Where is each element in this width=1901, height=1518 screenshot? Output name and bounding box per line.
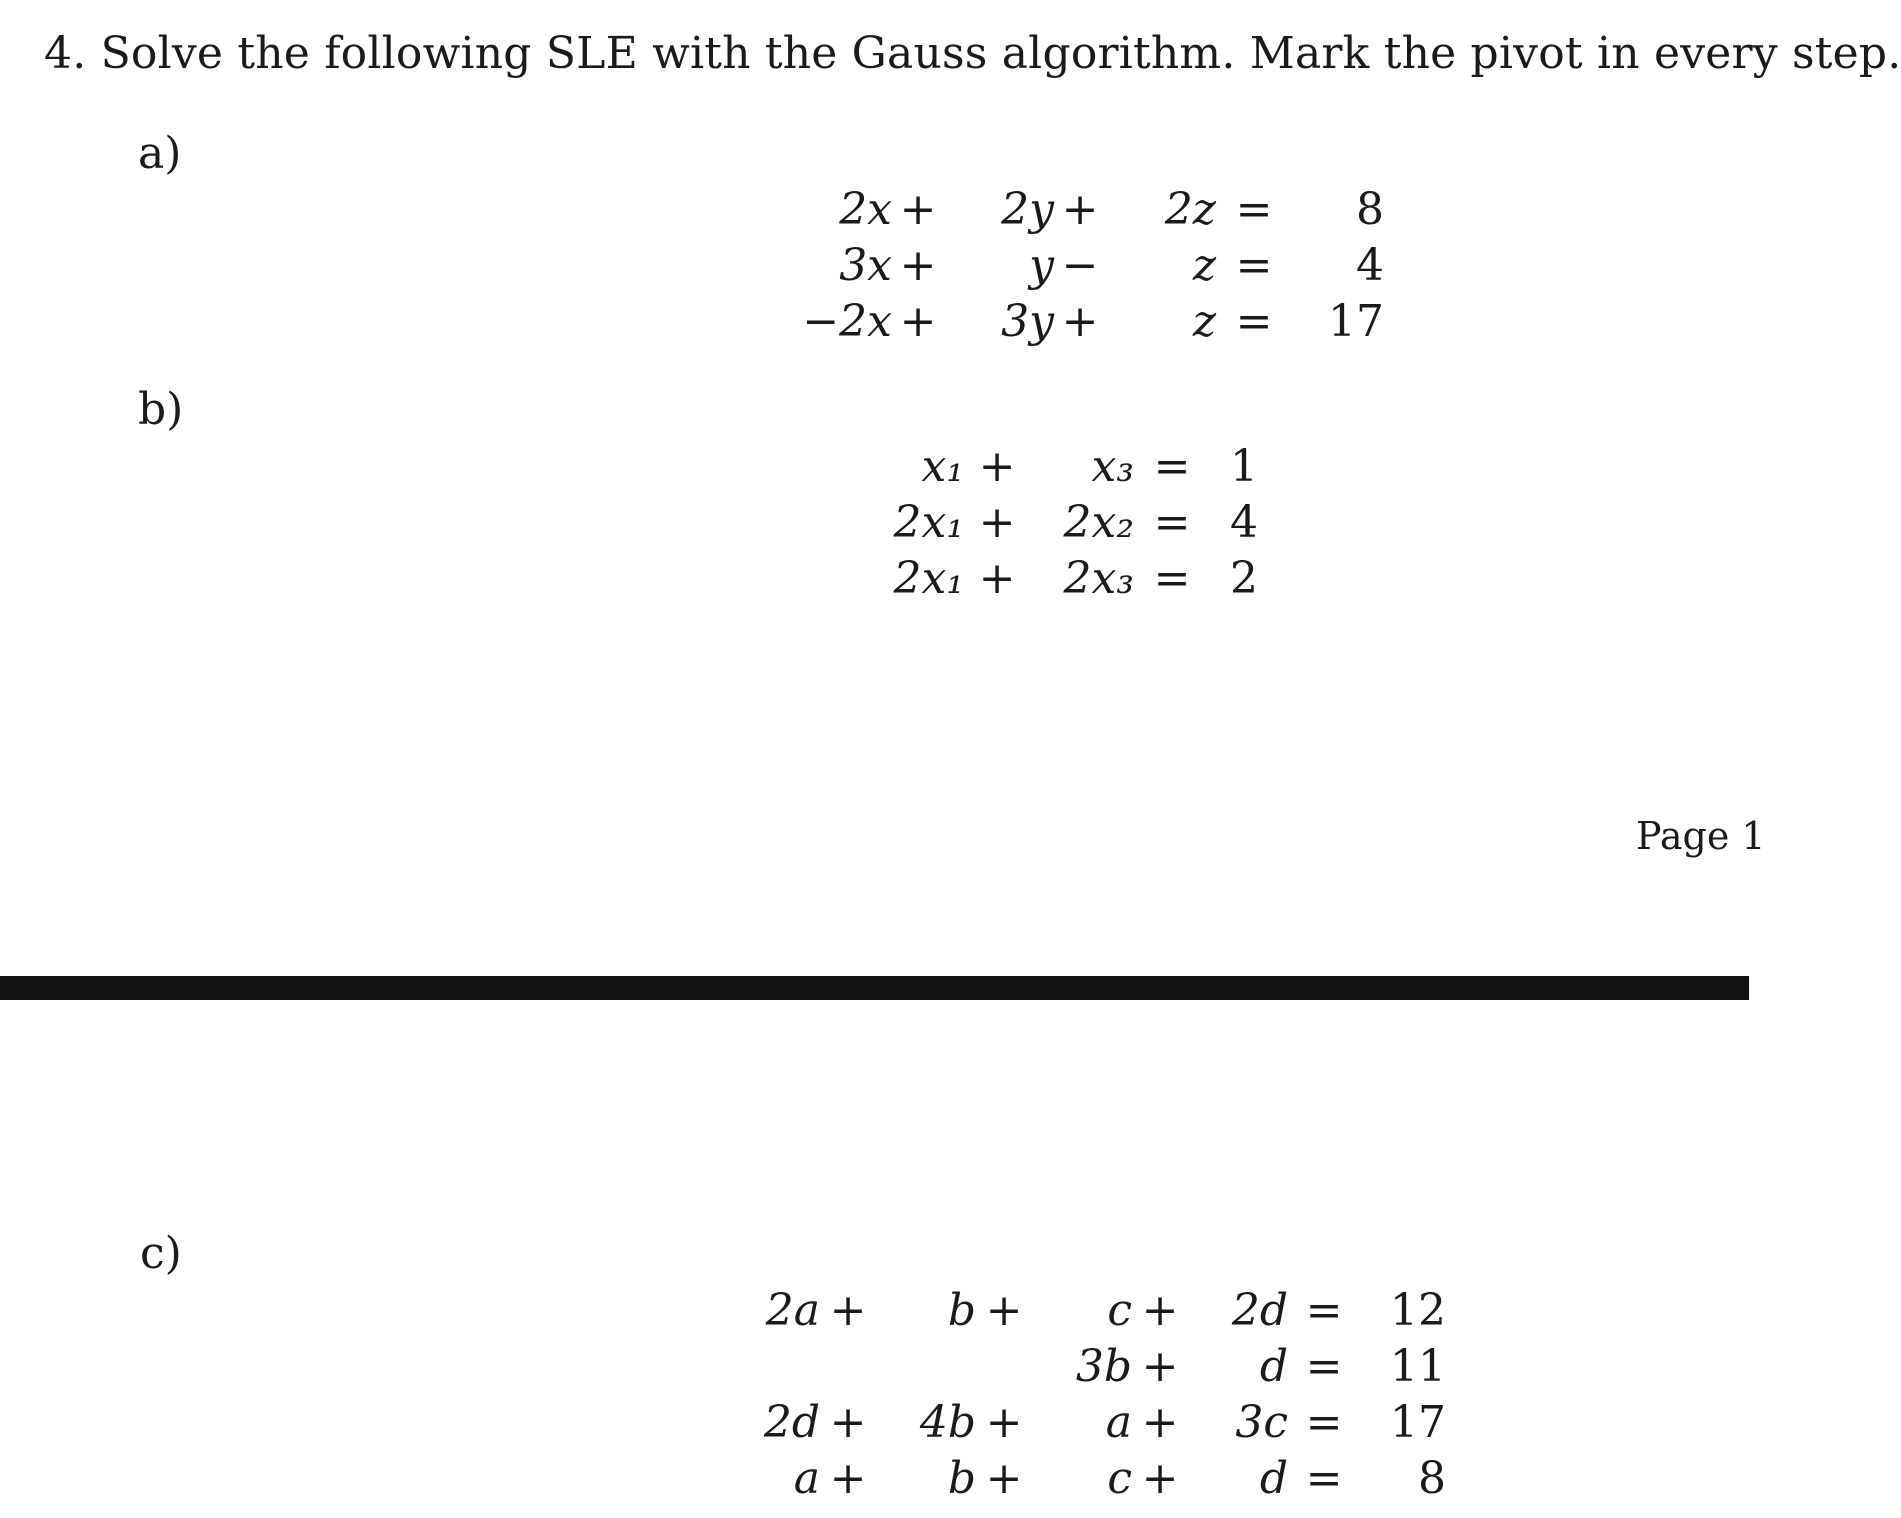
exercise-heading: 4. Solve the following SLE with the Gauss algorithm. Mark the pivot in every step. [44,28,1901,79]
right-hand-side: 2 [1230,553,1258,604]
operator: + [1141,1397,1179,1448]
right-hand-side: 4 [1356,240,1384,291]
operator: + [985,1285,1023,1336]
term-3: a [1105,1397,1132,1448]
term-y: 2y [1001,184,1054,235]
term-x1: x₁ [921,441,964,492]
operator: + [899,296,937,347]
term-x: 2x [839,184,892,235]
equation-row [720,1395,1446,1451]
term-x: 3x [839,240,892,291]
operator: + [1141,1285,1179,1336]
term-2: b [947,1453,976,1504]
right-hand-side: 17 [1390,1397,1446,1448]
term-1: 2a [765,1285,820,1336]
equation-row [782,238,1384,294]
operator: + [829,1397,867,1448]
operator: + [978,441,1016,492]
term-z: z [1192,296,1216,347]
term-second: 2x₂ [1063,497,1134,548]
right-hand-side: 8 [1418,1453,1446,1504]
equation-row [782,294,1384,350]
equation-row [860,551,1258,607]
equation-row [860,439,1258,495]
page-number: Page 1 [1636,814,1766,858]
operator: − [1061,240,1099,291]
page-divider [0,976,1749,1000]
equation-row [782,182,1384,238]
operator: + [829,1285,867,1336]
term-4: 2d [1231,1285,1288,1336]
right-hand-side: 1 [1230,441,1258,492]
operator: + [978,553,1016,604]
operator: + [1141,1341,1179,1392]
operator: + [1141,1453,1179,1504]
right-hand-side: 8 [1356,184,1384,235]
term-4: d [1259,1341,1288,1392]
right-hand-side: 17 [1328,296,1384,347]
equation-row [720,1339,1446,1395]
operator: + [1061,184,1099,235]
operator: + [899,184,937,235]
term-x: −2x [802,296,892,347]
term-2 [876,1339,976,1395]
right-hand-side: 4 [1230,497,1258,548]
equation-system-b [860,439,1258,607]
term-3: 3b [1075,1341,1132,1392]
operator [820,1339,876,1395]
term-x1: 2x₁ [893,497,964,548]
term-y: 3y [1001,296,1054,347]
term-3: c [1107,1285,1132,1336]
equation-row [860,495,1258,551]
equals-sign: = [1153,497,1191,548]
equals-sign: = [1305,1285,1343,1336]
term-z: 2z [1164,184,1216,235]
term-y: y [1029,240,1054,291]
equals-sign: = [1235,296,1273,347]
term-1 [720,1339,820,1395]
term-second: 2x₃ [1063,553,1134,604]
operator: + [978,497,1016,548]
operator: + [899,240,937,291]
operator: + [985,1397,1023,1448]
equation-row [720,1283,1446,1339]
right-hand-side: 12 [1390,1285,1446,1336]
term-z: z [1192,240,1216,291]
part-b-label: b) [138,384,184,435]
operator: + [985,1453,1023,1504]
term-1: 2d [763,1397,820,1448]
equation-system-a [782,182,1384,350]
term-1: a [793,1453,820,1504]
equation-row [720,1451,1446,1507]
right-hand-side: 11 [1390,1341,1446,1392]
term-x1: 2x₁ [893,553,964,604]
equals-sign: = [1153,441,1191,492]
equals-sign: = [1305,1397,1343,1448]
term-second: x₃ [1091,441,1134,492]
operator: + [829,1453,867,1504]
part-c-label: c) [140,1228,182,1279]
term-2: b [947,1285,976,1336]
operator: + [1061,296,1099,347]
equals-sign: = [1235,240,1273,291]
term-4: 3c [1235,1397,1288,1448]
equals-sign: = [1153,553,1191,604]
part-a-label: a) [138,128,182,179]
equals-sign: = [1305,1453,1343,1504]
equals-sign: = [1235,184,1273,235]
operator [976,1339,1032,1395]
equation-system-c [720,1283,1446,1507]
term-4: d [1259,1453,1288,1504]
term-2: 4b [919,1397,976,1448]
term-3: c [1107,1453,1132,1504]
equals-sign: = [1305,1341,1343,1392]
